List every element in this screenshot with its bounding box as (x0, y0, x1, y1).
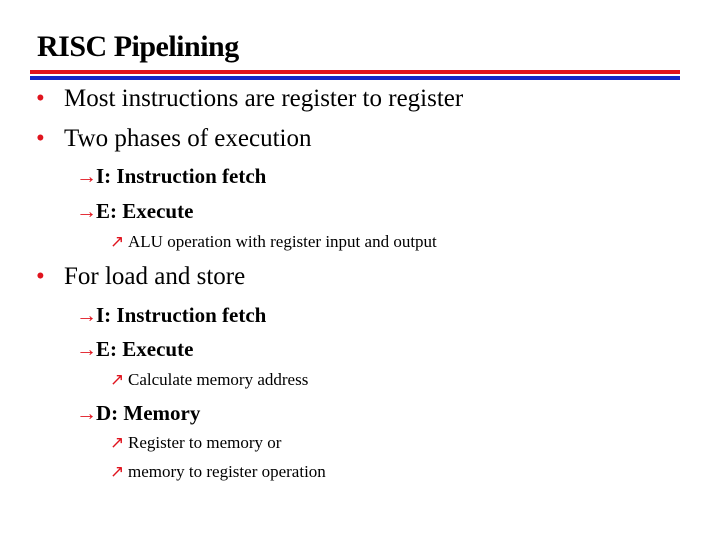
bullet-item (36, 85, 463, 113)
bullet-text: E: Execute (96, 337, 194, 361)
arrow-icon: → (76, 199, 97, 223)
sub-sub-bullet-item (110, 232, 437, 252)
arrow-icon: → (76, 401, 97, 425)
bullet-text: D: Memory (96, 401, 201, 425)
bullet-item (36, 263, 245, 291)
bullet-text: For load and store (64, 263, 246, 290)
bullet-dot-icon: • (36, 125, 45, 152)
slide-title: RISC Pipelining (37, 30, 239, 63)
sub-bullet-item (76, 164, 266, 189)
bullet-text: I: Instruction fetch (96, 164, 267, 188)
sub-bullet-item (76, 401, 200, 426)
sub-bullet-item (76, 199, 193, 224)
bullet-dot-icon: • (36, 263, 45, 290)
title-underline-blue (30, 76, 680, 80)
sub-sub-bullet-item (110, 370, 308, 390)
bullet-text: Most instructions are register to register (64, 85, 464, 112)
bullet-text: I: Instruction fetch (96, 303, 267, 327)
diagonal-arrow-icon: ↗ (110, 232, 125, 251)
sub-bullet-item (76, 303, 266, 328)
bullet-text: Two phases of execution (64, 125, 312, 152)
title-underline-red (30, 70, 680, 74)
diagonal-arrow-icon: ↗ (110, 462, 125, 481)
arrow-icon: → (76, 303, 97, 327)
arrow-icon: → (76, 337, 97, 361)
arrow-icon: → (76, 164, 97, 188)
sub-bullet-item (76, 337, 193, 362)
bullet-dot-icon: • (36, 85, 45, 112)
diagonal-arrow-icon: ↗ (110, 433, 125, 452)
sub-sub-bullet-item (110, 433, 281, 453)
sub-sub-bullet-item (110, 462, 326, 482)
bullet-text: E: Execute (96, 199, 194, 223)
bullet-text: Register to memory or (128, 433, 282, 452)
bullet-item (36, 125, 312, 153)
bullet-text: ALU operation with register input and output (128, 232, 437, 251)
bullet-text: memory to register operation (128, 462, 326, 481)
bullet-text: Calculate memory address (128, 370, 309, 389)
diagonal-arrow-icon: ↗ (110, 370, 125, 389)
